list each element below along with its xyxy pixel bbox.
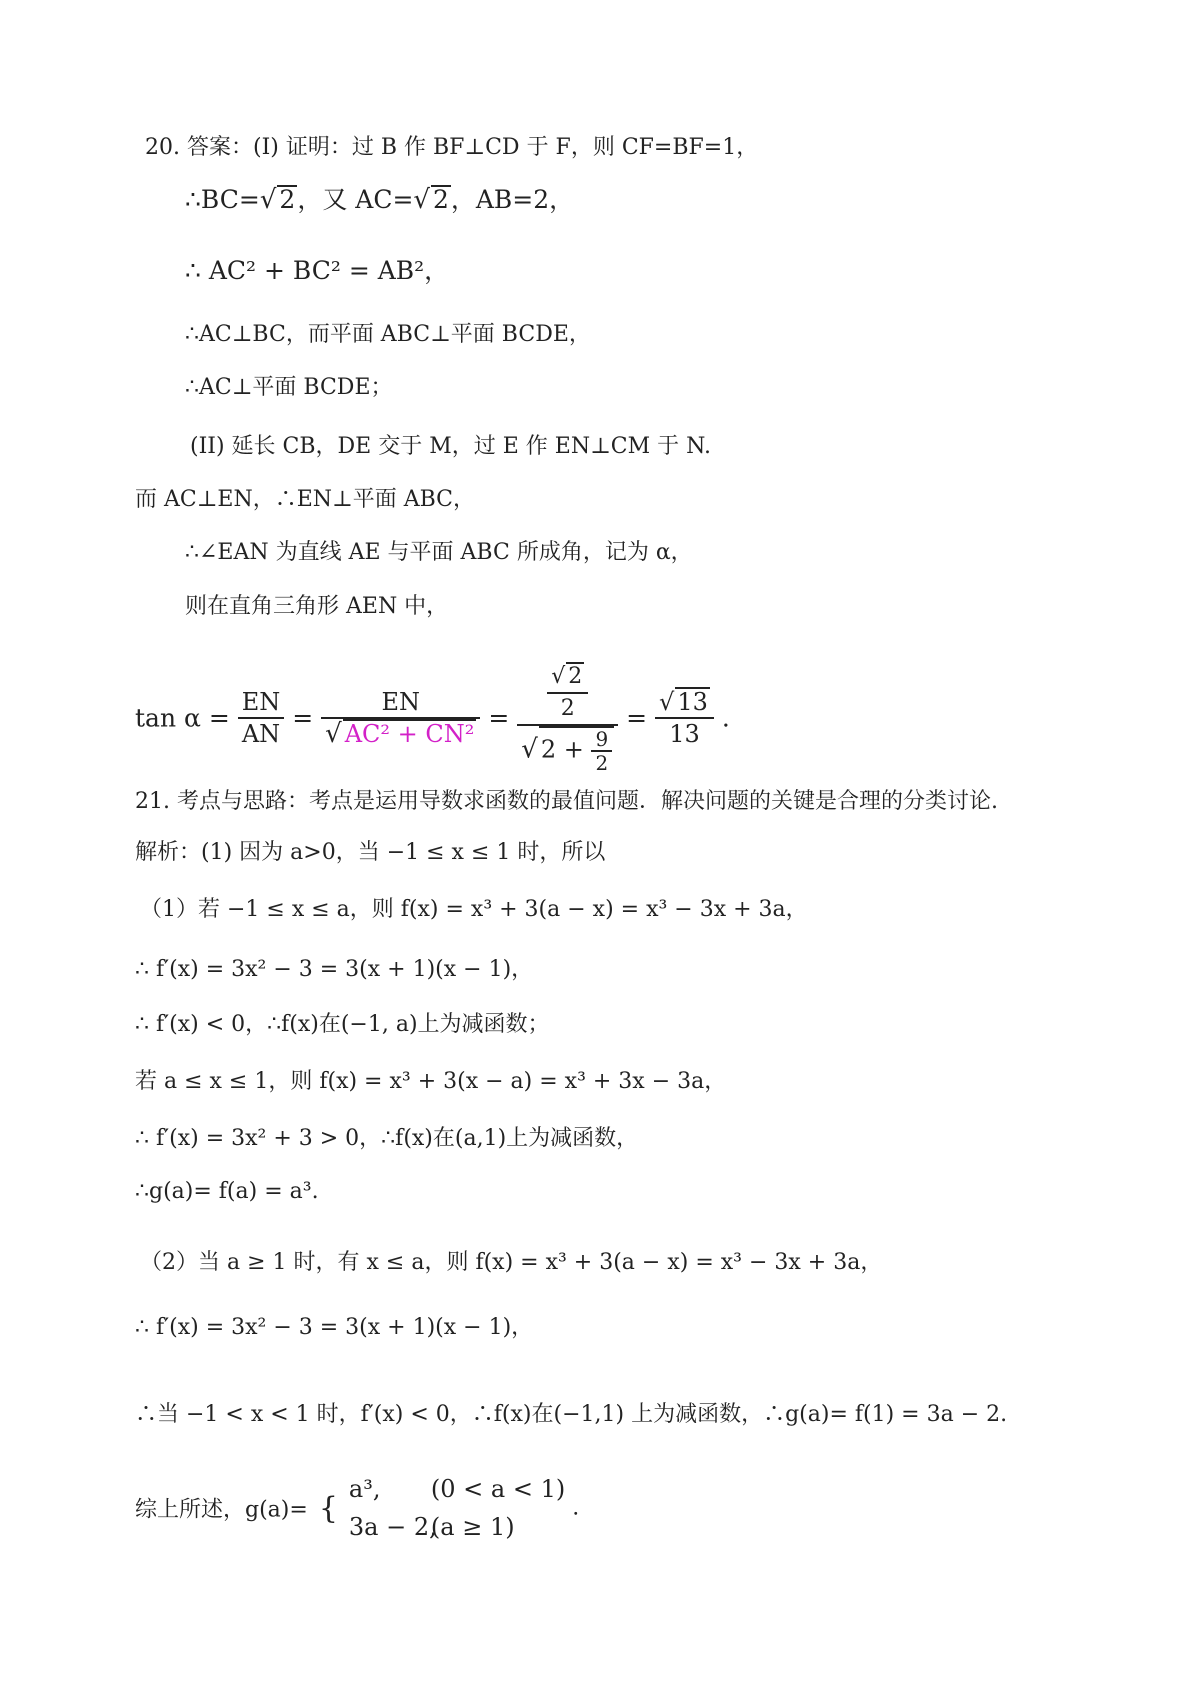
line-angle-ean: ∴∠EAN 为直线 AE 与平面 ABC 所成角，记为 α，	[185, 540, 693, 565]
equals-sign: =	[626, 703, 648, 733]
fraction-sqrt13-13	[655, 687, 714, 749]
fraction-9-2	[591, 728, 612, 774]
period: .	[572, 1495, 580, 1521]
frac-den: 13	[669, 720, 700, 748]
line-ac-perp-plane: ∴AC⊥平面 BCDE；	[185, 375, 393, 400]
case-row-1	[349, 1470, 565, 1508]
ac-label: ，又 AC=	[297, 185, 414, 214]
sqrt-content: AC² + CN²	[344, 720, 475, 748]
line-case-1: （1）若 −1 ≤ x ≤ a，则 f(x) = x³ + 3(a − x) = x³ − 3x + 3a，	[140, 897, 808, 922]
frac-den	[321, 719, 480, 749]
summary-label: 综上所述，g(a)=	[135, 1497, 308, 1523]
piecewise-cases	[349, 1470, 565, 1546]
sqrt-icon: √	[659, 688, 675, 716]
case-expr: a³,	[348, 1475, 381, 1503]
fraction-sqrt2-over-2	[547, 662, 588, 724]
line-bc-ac	[185, 185, 574, 215]
line-case-a-le-x: 若 a ≤ x ≤ 1，则 f(x) = x³ + 3(x − a) = x³ + 3x − 3a，	[135, 1069, 727, 1094]
line-analysis: 解析：(1) 因为 a>0，当 −1 ≤ x ≤ 1 时，所以	[135, 840, 606, 865]
summary-piecewise	[135, 1470, 579, 1546]
frac-den	[517, 726, 618, 774]
frac-den: 2	[560, 696, 575, 721]
frac-num	[547, 662, 588, 694]
sqrt-2-b: 2	[432, 185, 449, 214]
brace-icon: {	[318, 1490, 338, 1526]
fraction-en-sqrt	[321, 687, 480, 749]
case-cond: (a ≥ 1)	[430, 1513, 515, 1541]
line-derivative-3: ∴ f′(x) = 3x² − 3 = 3(x + 1)(x − 1)，	[135, 1315, 534, 1340]
line-derivative-1: ∴ f′(x) = 3x² − 3 = 3(x + 1)(x − 1)，	[135, 957, 534, 982]
period: .	[721, 703, 730, 733]
line-ac-perp-en: 而 AC⊥EN，∴EN⊥平面 ABC，	[135, 487, 476, 512]
sqrt-icon: √	[325, 719, 342, 749]
frac-num	[517, 662, 618, 726]
sqrt-icon: √	[551, 664, 566, 689]
case-expr: 3a − 2,	[348, 1513, 437, 1541]
case-cond: (0 < a < 1)	[430, 1475, 566, 1503]
tan-formula	[135, 662, 730, 774]
frac-den: 2	[595, 751, 609, 775]
frac-num: EN	[238, 687, 285, 719]
line-pythagoras: ∴ AC² + BC² = AB²，	[185, 256, 450, 285]
line-derivative-2: ∴ f′(x) = 3x² + 3 > 0，∴f(x)在(a,1)上为减函数，	[135, 1126, 639, 1151]
equals-sign: =	[292, 703, 314, 733]
tan-lhs: tan α =	[135, 703, 230, 733]
sqrt-content	[539, 726, 614, 774]
fraction-nested	[517, 662, 618, 774]
line-decreasing-2: ∴当 −1 < x < 1 时，f′(x) < 0，∴f(x)在(−1,1) 上为减函数，∴g(a)= f(1) = 3a − 2.	[135, 1402, 1008, 1427]
line-case-2: （2）当 a ≥ 1 时，有 x ≤ a，则 f(x) = x³ + 3(a − x) = x³ − 3x + 3a，	[140, 1250, 883, 1275]
frac-num: 9	[591, 728, 612, 752]
bc-label: ∴BC=	[185, 185, 260, 214]
line-decreasing-1: ∴ f′(x) < 0，∴f(x)在(−1, a)上为减函数；	[135, 1012, 550, 1037]
line-part-ii: (II) 延长 CB，DE 交于 M，过 E 作 EN⊥CM 于 N.	[190, 434, 711, 459]
line-20-answer: 20. 答案：(I) 证明：过 B 作 BF⊥CD 于 F，则 CF=BF=1，	[145, 135, 759, 160]
ab-label: ，AB=2，	[450, 185, 575, 214]
line-right-triangle: 则在直角三角形 AEN 中，	[185, 594, 449, 619]
sqrt-icon: √	[413, 185, 430, 215]
frac-num	[655, 687, 714, 719]
line-21-header: 21. 考点与思路：考点是运用导数求函数的最值问题．解决问题的关键是合理的分类讨论.	[135, 789, 998, 814]
sqrt-icon: √	[259, 185, 277, 215]
sqrt-content: 2	[568, 664, 583, 689]
two-plus: 2 +	[540, 735, 592, 764]
line-g-a-1: ∴g(a)= f(a) = a³.	[135, 1179, 319, 1204]
sqrt-2-a: 2	[279, 185, 296, 214]
line-ac-perp-bc: ∴AC⊥BC，而平面 ABC⊥平面 BCDE，	[185, 322, 591, 347]
sqrt-icon: √	[521, 734, 538, 765]
fraction-en-an	[238, 687, 285, 749]
case-row-2	[349, 1508, 565, 1546]
frac-num: EN	[321, 687, 480, 719]
equals-sign: =	[488, 703, 510, 733]
sqrt-content: 13	[677, 688, 708, 716]
frac-den: AN	[241, 720, 281, 748]
